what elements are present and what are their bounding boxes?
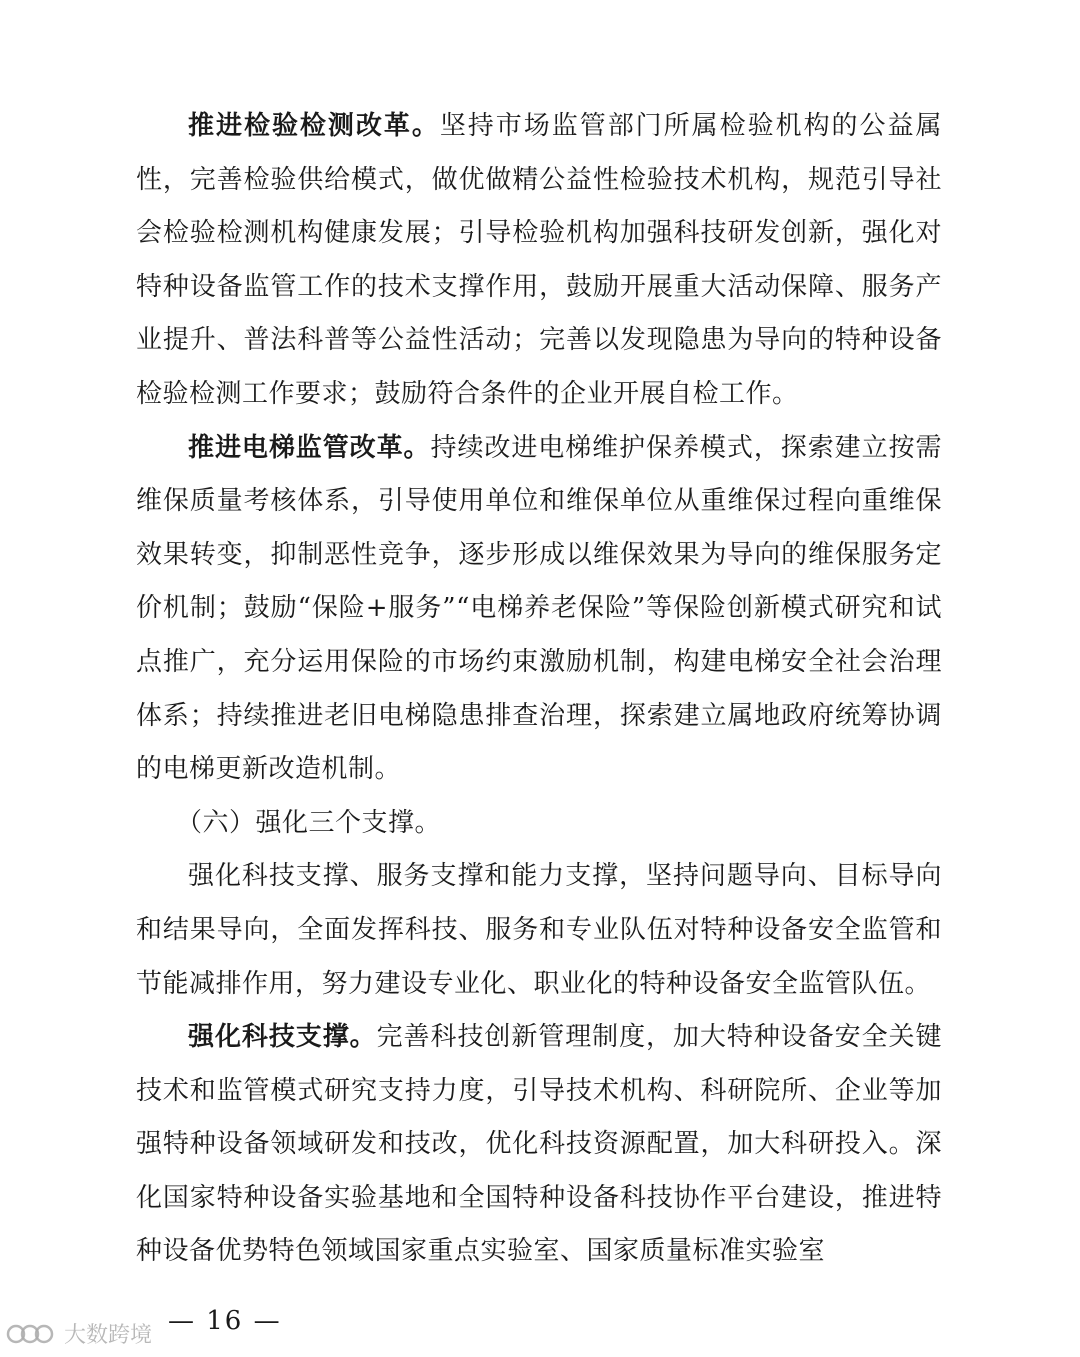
paragraph-body: 完善科技创新管理制度，加大特种设备安全关键技术和监管模式研究支持力度，引导技术机构、科研院所、企业等加强特种设备领域研发和技改，优化科技资源配置，加大科研投入。深化国家特种设备实验基地和全国特种设备科技协作平台建设，推进特种设备优势特色领域国家重点实验室、国家质量标准实验室 bbox=[136, 1022, 942, 1267]
document-page bbox=[136, 100, 942, 1279]
paragraph-body: 坚持市场监管部门所属检验机构的公益属性，完善检验供给模式，做优做精公益性检验技术机构，规范引导社会检验检测机构健康发展；引导检验机构加强科技研发创新，强化对特种设备监管工作的技术支撑作用，鼓励开展重大活动保障、服务产业提升、普法科普等公益性活动；完善以发现隐患为导向的特种设备检验检测工作要求；鼓励符合条件的企业开展自检工作。 bbox=[136, 111, 942, 409]
paragraph-body: 强化科技支撑、服务支撑和能力支撑，坚持问题导向、目标导向和结果导向，全面发挥科技、服务和专业队伍对特种设备安全监管和节能减排作用，努力建设专业化、职业化的特种设备安全监管队伍。 bbox=[136, 861, 942, 999]
page-number: — 16 — bbox=[168, 1306, 282, 1336]
paragraph-lead: 强化科技支撑。 bbox=[188, 1022, 377, 1053]
paragraph-tech-support bbox=[136, 1011, 942, 1279]
paragraph-lead: 推进检验检测改革。 bbox=[188, 111, 440, 141]
paragraph-elevator-reform bbox=[136, 422, 942, 797]
paragraph-body: 持续改进电梯维护保养模式，探索建立按需维保质量考核体系，引导使用单位和维保单位从重维保过程向重维保效果转变，抑制恶性竞争，逐步形成以维保效果为导向的维保服务定价机制；鼓励“保险+服务”“电梯养老保险”等保险创新模式研究和试点推广，充分运用保险的市场约束激励机制，构建电梯安全社会治理体系；持续推进老旧电梯隐患排查治理，探索建立属地政府统筹协调的电梯更新改造机制。 bbox=[136, 432, 942, 785]
brand-logo-icon bbox=[6, 1320, 58, 1348]
paragraph-lead: 推进电梯监管改革。 bbox=[188, 432, 431, 463]
watermark bbox=[6, 1318, 152, 1349]
paragraph-inspection-reform bbox=[136, 100, 942, 422]
paragraph-three-supports bbox=[136, 850, 942, 1011]
watermark-text: 大数跨境 bbox=[64, 1323, 153, 1348]
section-heading: （六）强化三个支撑。 bbox=[176, 807, 442, 838]
